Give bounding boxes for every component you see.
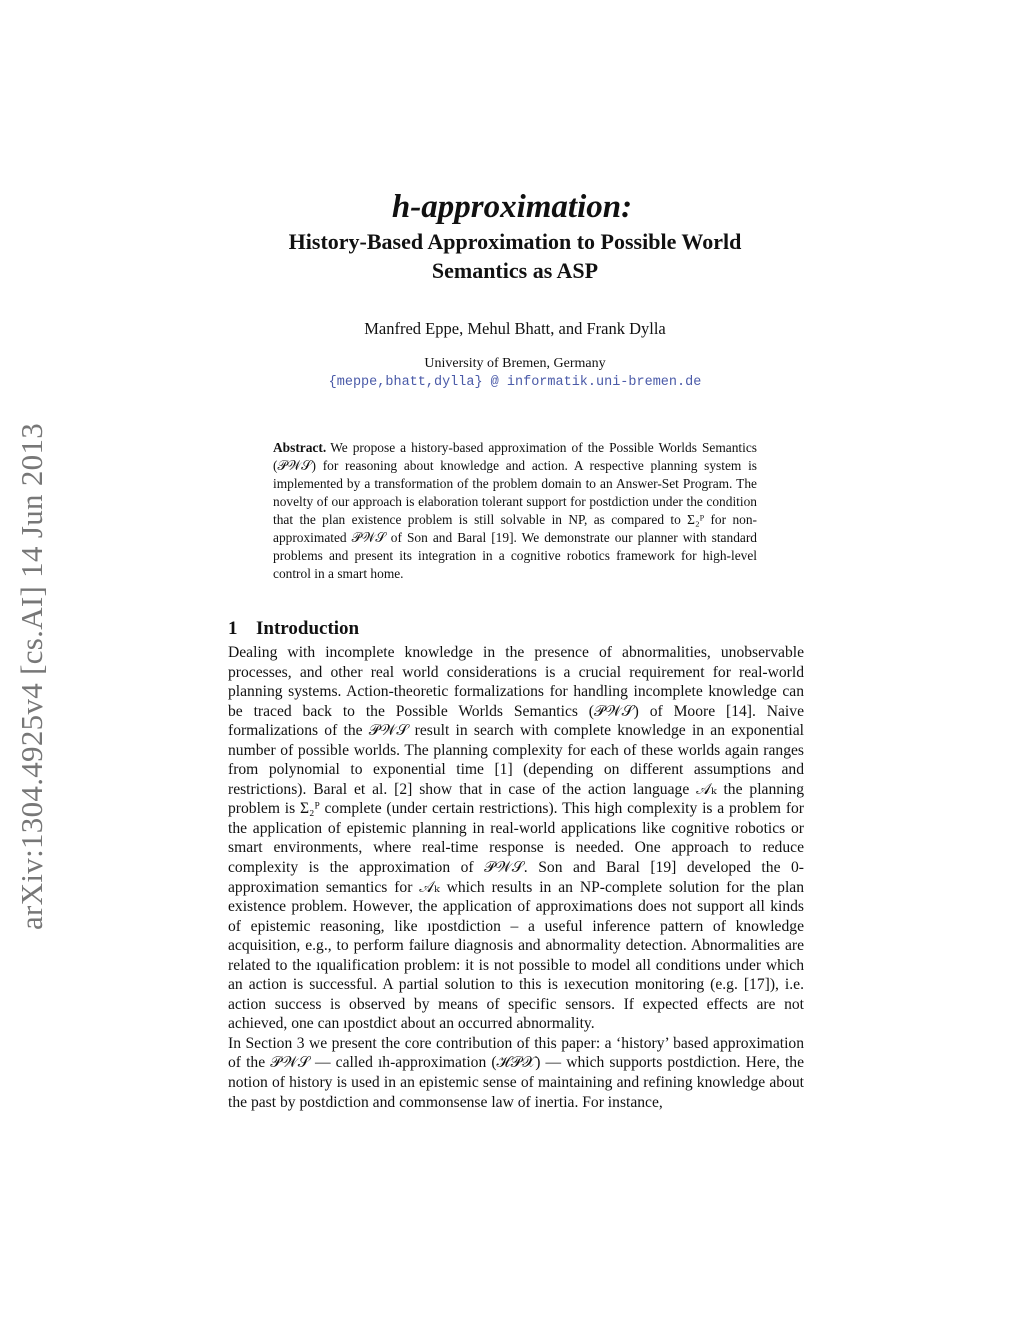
section-body [228, 643, 804, 1112]
affiliation: University of Bremen, Germany [424, 356, 606, 371]
author-list: Manfred Eppe, Mehul Bhatt, and Frank Dylla [364, 319, 666, 338]
section-heading [228, 617, 359, 641]
arxiv-identifier: arXiv:1304.4925v4 [cs.AI] 14 Jun 2013 [14, 422, 49, 930]
abstract-label: Abstract. [273, 440, 327, 455]
paper-title: h-approximation: [391, 189, 633, 225]
section-number: 1 [228, 618, 238, 639]
section-title: Introduction [256, 618, 360, 639]
abstract [273, 439, 757, 583]
paper-subtitle: History-Based Approximation to Possible World Semantics as ASP [288, 229, 742, 283]
body-paragraph: Dealing with incomplete knowledge in the presence of abnormalities, unobservable processes, and other real world considerations is a crucial requirement for real-world planning systems. Action-theoretic formalizations for handling incomplete knowledge can be traced back to the Possible Worlds Semantics (𝒫𝒲𝒮) of Moore [14]. Naive formalizations of the 𝒫𝒲𝒮 result in search with complete knowledge in an exponential number of possible worlds. The planning complexity for each of these worlds again ranges from polynomial to exponential time [1] (depending on different assumptions and restrictions). Baral et al. [2] show that in case of the action language 𝒜ₖ the planning problem is Σ₂ᴾ complete (under certain restrictions). This high complexity is a problem for the application of epistemic planning in real-world applications like cognitive robotics or smart environments, where real-time response is needed. One approach to reduce complexity is the approximation of 𝒫𝒲𝒮. Son and Baral [19] developed the 0-approximation semantics for 𝒜ₖ which results in an NP-complete solution for the plan existence problem. However, the application of approximations does not support all kinds of epistemic reasoning, like ıpostdiction – a useful inference pattern of knowledge acquisition, e.g., to perform failure diagnosis and abnormality detection. Abnormalities are related to the ıqualification problem: it is not possible to model all conditions under which an action is successful. A partial solution to this is ıexecution monitoring (e.g. [17]), i.e. action success is observed by means of specific sensors. If expected effects are not achieved, one can ıpostdict about an occurred abnormality. [228, 644, 804, 1033]
author-email[interactable]: {meppe,bhatt,dylla} @ informatik.uni-bremen.de [328, 375, 702, 390]
body-paragraph: In Section 3 we present the core contribution of this paper: a ‘history’ based approximation of the 𝒫𝒲𝒮 — called ıh-approximation (ℋ𝒫𝒳) — which supports postdiction. Here, the notion of history is used in an epistemic sense of maintaining and refining knowledge about the past by postdiction and commonsense law of inertia. For instance, [228, 1034, 804, 1111]
abstract-text: We propose a history-based approximation of the Possible Worlds Semantics (𝒫𝒲𝒮) for reasoning about knowledge and action. A respective planning system is implemented by a transformation of the problem domain to an Answer-Set Program. The novelty of our approach is elaboration tolerant support for postdiction under the condition that the plan existence problem is still solvable in NP, as compared to Σ₂ᴾ for non-approximated 𝒫𝒲𝒮 of Son and Baral [19]. We demonstrate our planner with standard problems and present its integration in a cognitive robotics framework for high-level control in a smart home. [273, 440, 757, 582]
